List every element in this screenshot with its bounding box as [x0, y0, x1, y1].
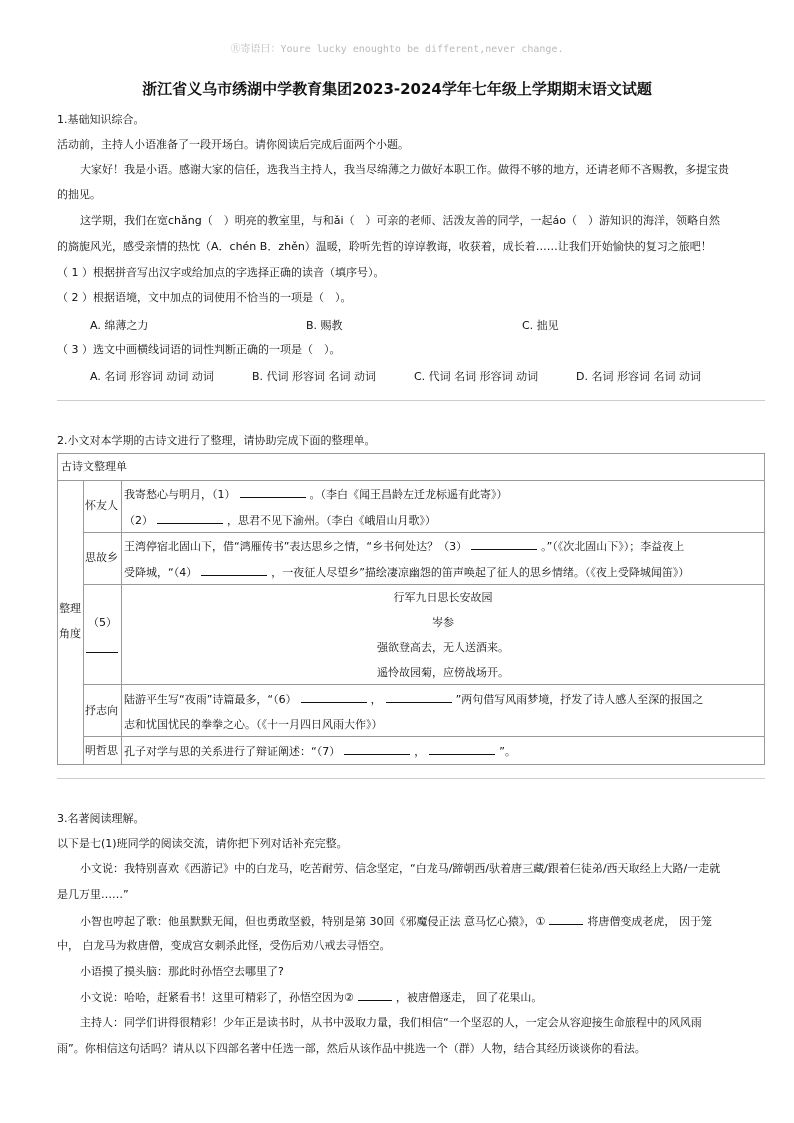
row4-line2: 志和忧国忧民的拳拳之心。（《十一月四日风雨大作》） — [124, 718, 383, 731]
answer-blank-7a[interactable] — [344, 744, 410, 755]
q3-para2-line2: 中， 白龙马为救唐僧，变成宫女刺杀此怪，受伤后劝八戒去寻悟空。 — [57, 939, 391, 952]
q1-sub3-option-b: B. 代词 形容词 名词 动词 — [252, 370, 377, 383]
row1-line1: 我寄愁心与明月，（1） 。（李白《闻王昌龄左迁龙标遥有此寄》） — [124, 488, 508, 501]
row-label-blank5: （5） — [88, 616, 117, 629]
q3-para1-line2: 是几万里……” — [57, 888, 129, 901]
q1-paragraph1-line1: 大家好！我是小语。感谢大家的信任，选我当主持人，我当尽绵薄之力做好本职工作。做得不够的地方，还请老师不吝赐教，多提宝贵 — [80, 163, 729, 176]
poem-title: 行军九日思长安故园 — [393, 591, 493, 604]
q2-heading: 2.小文对本学期的古诗文进行了整理，请协助完成下面的整理单。 — [57, 434, 376, 447]
q1-paragraph2-line1: 这学期，我们在宽chǎng（ ）明亮的教室里，与和ǎi（ ）可亲的老师、活泼友善的同学，一起áo（ ）游知识的海洋，领略自然 — [80, 214, 720, 227]
poem-line2: 遥怜故园菊，应傍战场开。 — [377, 666, 509, 679]
q3-para3: 小语摸了摸头脑：那此时孙悟空去哪里了? — [80, 965, 284, 978]
answer-blank-6a[interactable] — [301, 692, 367, 703]
row5-line1: 孔子对学与思的关系进行了辩证阐述：“（7） ， ”。 — [124, 745, 516, 758]
q1-sub3-option-c: C. 代词 名词 形容词 动词 — [414, 370, 539, 383]
q3-heading: 3.名著阅读理解。 — [57, 812, 145, 825]
q1-subquestion1: （ 1 ）根据拼音写出汉字或给加点的字选择正确的读音（填序号）。 — [57, 266, 385, 279]
document-title: 浙江省义乌市绣湖中学教育集团2023-2024学年七年级上学期期末语文试题 — [142, 80, 652, 98]
q3-para1-line1: 小文说：我特别喜欢《西游记》中的白龙马，吃苦耐劳、信念坚定，“白龙马/蹄朝西/驮着唐三藏/跟着仨徒弟/西天取经上大路/一走就 — [80, 862, 721, 875]
q1-sub2-option-b: B. 赐教 — [306, 319, 343, 332]
row2-line2: 受降城，“（4） ，一夜征人尽望乡”描绘凄凉幽怨的笛声唤起了征人的思乡情绪。（《夜上受降城闻笛》） — [124, 566, 690, 579]
answer-blank-6b[interactable] — [386, 692, 452, 703]
poem-line1: 强欲登高去，无人送酒来。 — [377, 641, 509, 654]
q1-subquestion2: （ 2 ）根据语境，文中加点的词使用不恰当的一项是（ ）。 — [57, 291, 352, 304]
table-title: 古诗文整理单 — [61, 460, 127, 473]
answer-blank-5[interactable] — [86, 652, 118, 653]
answer-blank-7b[interactable] — [429, 744, 495, 755]
answer-blank-2[interactable] — [157, 513, 223, 524]
divider — [57, 778, 765, 779]
q1-sub3-option-d: D. 名词 形容词 名词 动词 — [576, 370, 701, 383]
q1-subquestion3: （ 3 ）选文中画横线词语的词性判断正确的一项是（ ）。 — [57, 343, 341, 356]
q1-sub2-option-a: A. 绵薄之力 — [90, 319, 149, 332]
row1-line2: （2） ，思君不见下渝州。（李白《峨眉山月歌》） — [124, 514, 436, 527]
q1-intro: 活动前，主持人小语准备了一段开场白。请你阅读后完成后面两个小题。 — [57, 138, 409, 151]
q1-sub3-option-a: A. 名词 形容词 动词 动词 — [90, 370, 214, 383]
row-label-mingzhesi: 明哲思 — [85, 744, 118, 757]
watermark: Ⓡ寄语曰：Youre lucky enoughto be different,never change. — [230, 44, 564, 55]
q3-intro: 以下是七(1)班同学的阅读交流，请你把下列对话补充完整。 — [57, 837, 348, 850]
side-label-2: 角度 — [59, 627, 81, 640]
answer-blank-4[interactable] — [201, 565, 267, 576]
q3-para2-line1: 小智也哼起了歌：他虽默默无闻，但也勇敢坚毅，特别是第 30回《邪魔侵正法 意马忆心猿》，① 将唐僧变成老虎， 因于笼 — [80, 915, 712, 928]
q3-para4: 小文说：哈哈，赶紧看书！这里可精彩了，孙悟空因为② ，被唐僧逐走， 回了花果山。 — [80, 991, 543, 1004]
q1-sub2-option-c: C. 拙见 — [522, 319, 559, 332]
row4-line1: 陆游平生写“夜雨”诗篇最多，“（6） ， ”两句借写风雨梦境，抒发了诗人感人至深的报国之 — [124, 693, 704, 706]
q1-paragraph1-line2: 的拙见。 — [57, 188, 101, 201]
answer-blank-q3-2[interactable] — [358, 990, 392, 1001]
q3-para5-line2: 雨”。你相信这句话吗？请从以下四部名著中任选一部，然后从该作品中挑选一个（群）人物，结合其经历谈谈你的看法。 — [57, 1042, 646, 1055]
answer-blank-3[interactable] — [471, 539, 537, 550]
poem-author: 岑参 — [432, 616, 454, 629]
row-label-shuzhixiang: 抒志向 — [85, 704, 118, 717]
poetry-table — [57, 453, 765, 765]
answer-blank-q3-1[interactable] — [549, 914, 583, 925]
row2-line1: 王湾停宿北固山下，借“鸿雁传书”表达思乡之情，“乡书何处达？（3） 。”（《次北固山下》）；李益夜上 — [124, 540, 685, 553]
q1-paragraph2-line2: 的旖旎风光，感受亲情的热忱（A．chén B．zhěn）温暖，聆听先哲的谆谆教诲，收获着，成长着……让我们开始愉快的复习之旅吧！ — [57, 240, 712, 253]
side-label-1: 整理 — [59, 602, 81, 615]
row-label-huaiyouren: 怀友人 — [85, 499, 118, 512]
divider — [57, 400, 765, 401]
answer-blank-1[interactable] — [240, 487, 306, 498]
q1-heading: 1.基础知识综合。 — [57, 113, 145, 126]
q3-para5-line1: 主持人：同学们讲得很精彩！少年正是读书时，从书中汲取力量，我们相信“一个坚忍的人，一定会从容迎接生命旅程中的风风雨 — [80, 1016, 702, 1029]
row-label-siguxiang: 思故乡 — [85, 551, 118, 564]
